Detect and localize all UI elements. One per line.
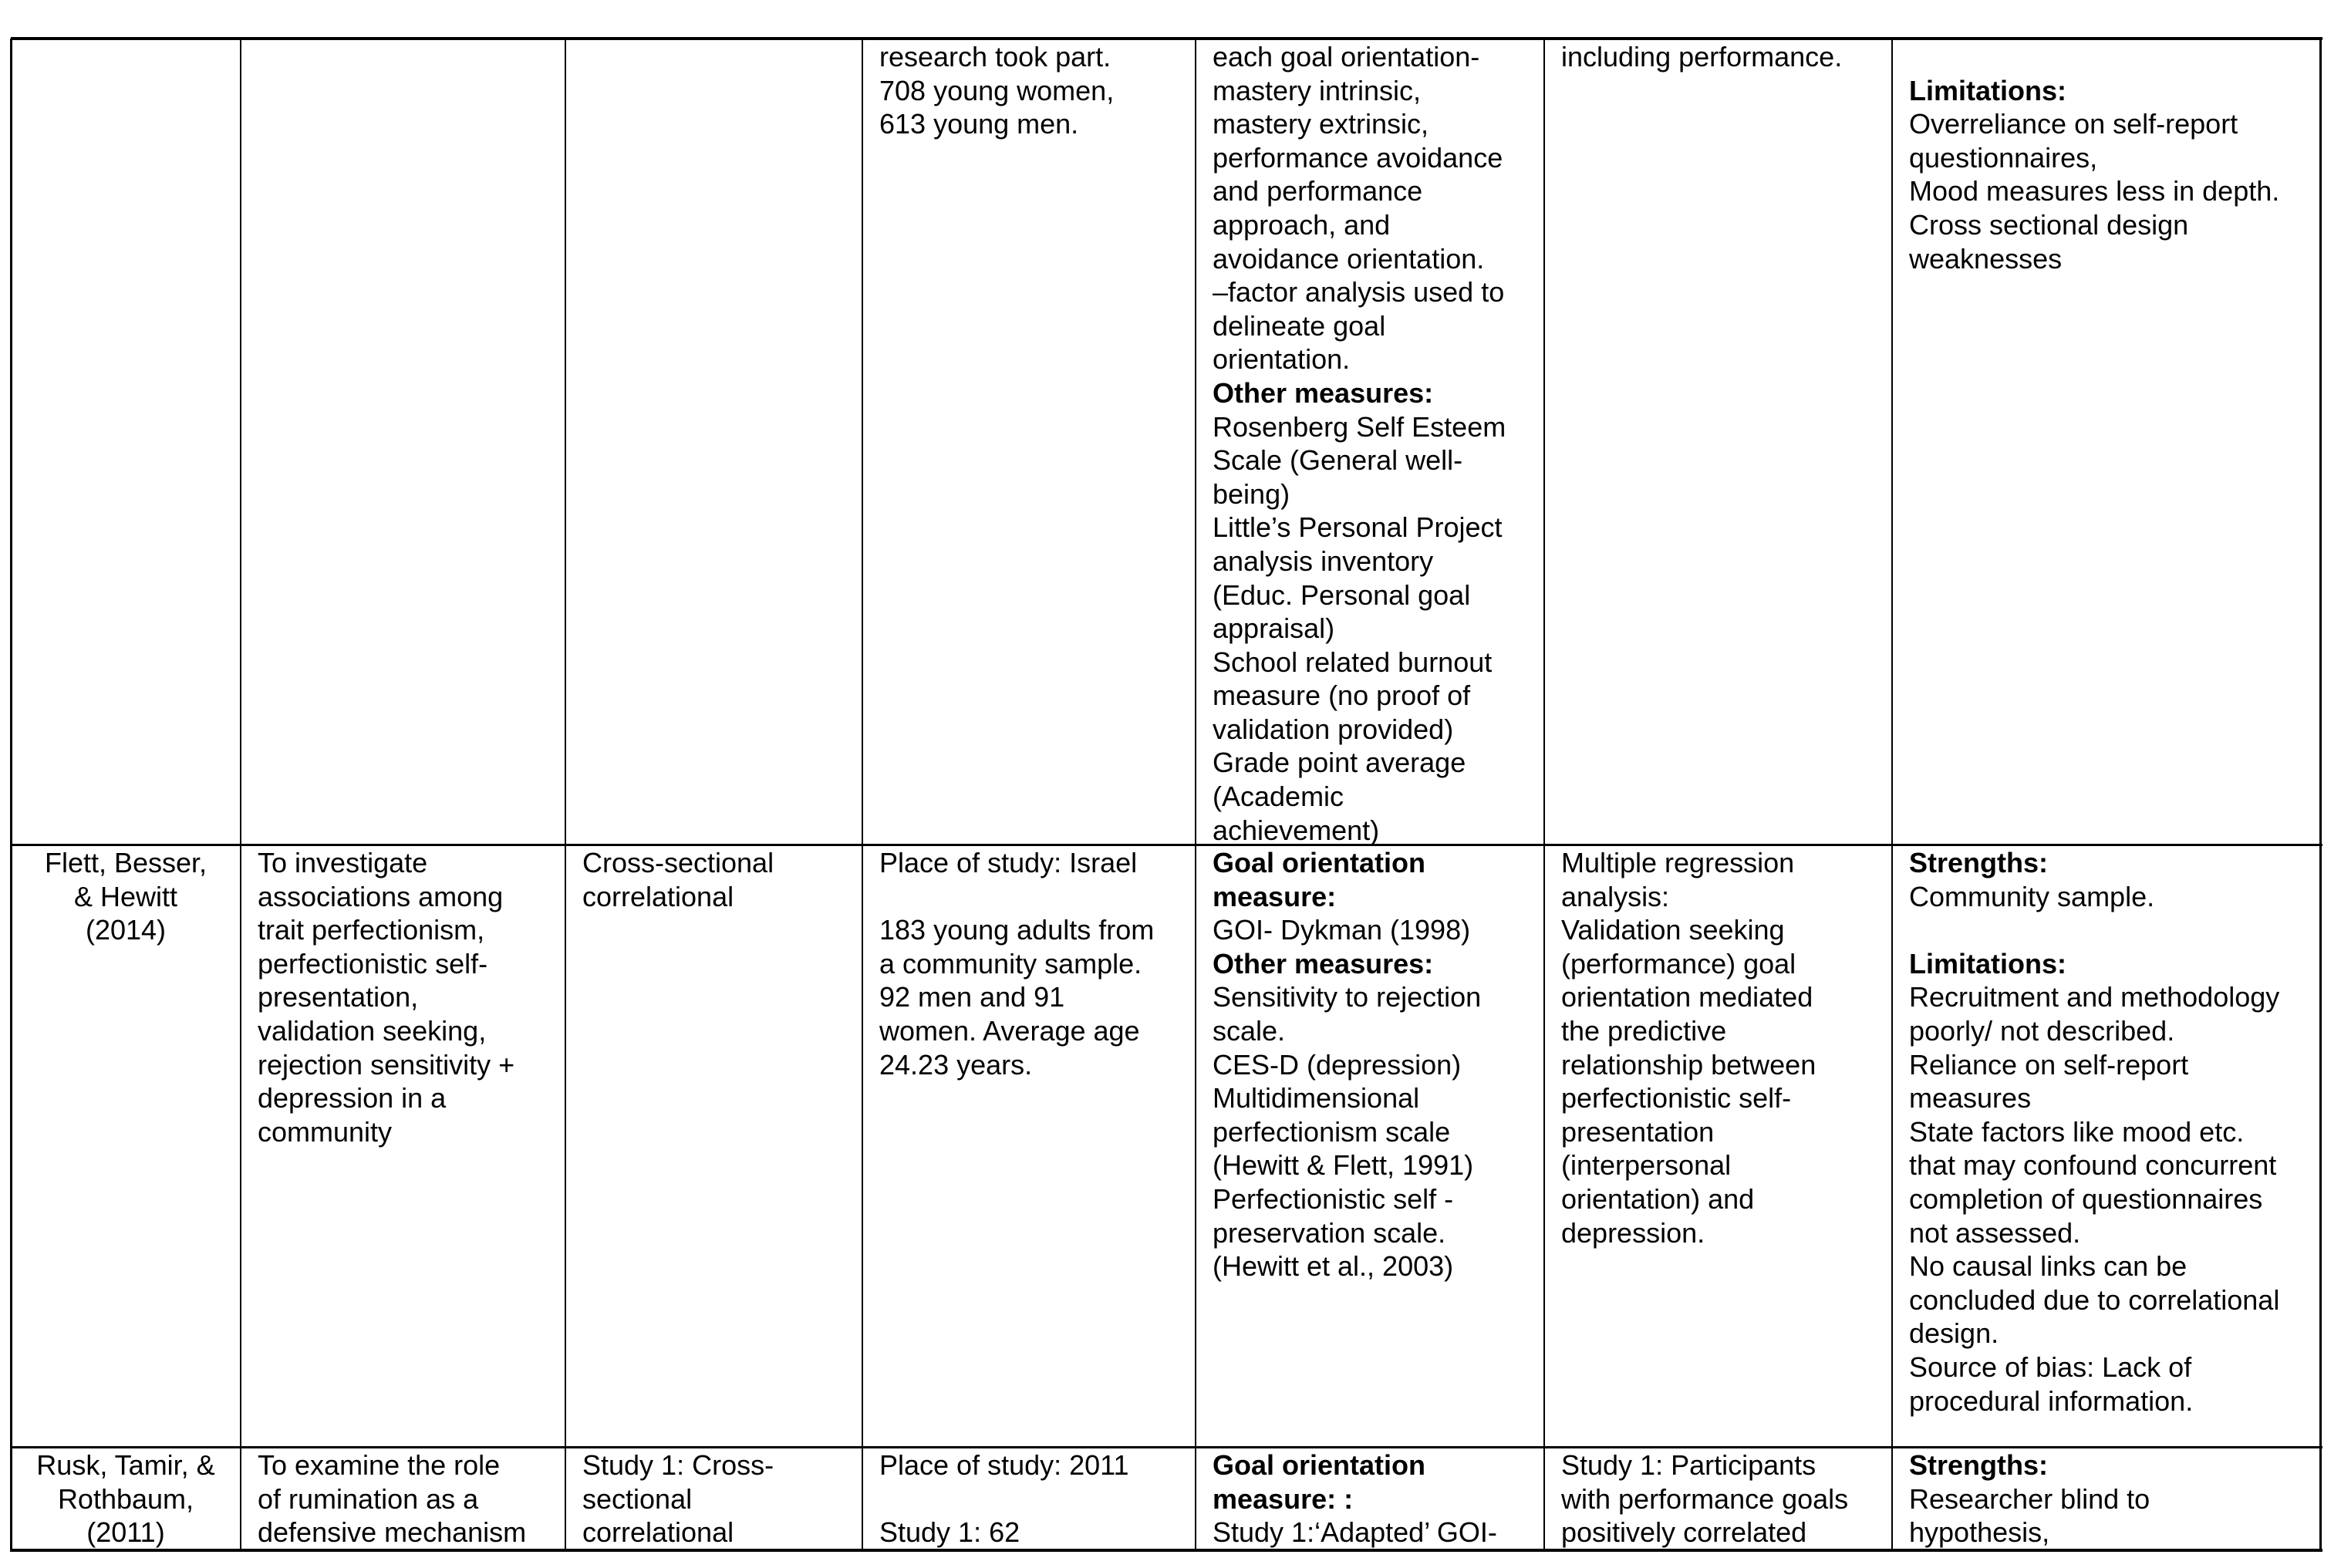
cell-text-line: Sensitivity to rejection (1213, 981, 1482, 1013)
cell-analysis (1561, 846, 1875, 1249)
cell-text-line: Place of study: Israel (879, 847, 1138, 878)
cell-quality (1909, 40, 2319, 275)
column-divider (1891, 39, 1893, 1552)
column-divider (565, 39, 566, 1552)
cell-text-line: depression. (1561, 1216, 1705, 1249)
cell-text-line: (Hewitt et al., 2003) (1213, 1250, 1454, 1283)
cell-measures (1213, 40, 1527, 847)
table-left-border (10, 39, 12, 1552)
cell-text-line: (performance) goal (1561, 947, 1796, 980)
cell-text-line: Community sample. (1909, 880, 2155, 912)
cell-text-line: correlational (582, 1516, 734, 1549)
cell-text-line: that may confound concurrent (1909, 1149, 2277, 1182)
cell-text-line (1909, 913, 2319, 947)
cell-text-line: approach, and (1213, 208, 1391, 241)
cell-text-line: appraisal) (1213, 612, 1335, 645)
cell-text-line: validation seeking, (258, 1014, 487, 1047)
cell-text-line: (2014) (85, 914, 167, 946)
cell-text-line: relationship between (1561, 1048, 1816, 1081)
cell-text-line: perfectionism scale (1213, 1115, 1451, 1148)
cell-heading: Strengths: (1909, 847, 2048, 878)
cell-text-line: achievement) (1213, 814, 1380, 846)
cell-heading: Goal orientation (1213, 1449, 1426, 1481)
cell-text-line: a community sample. (879, 947, 1142, 980)
cell-text-line: performance avoidance (1213, 141, 1503, 174)
cell-quality (1909, 846, 2319, 1418)
cell-text-line: hypothesis, (1909, 1516, 2050, 1549)
cell-text-line: Study 1:‘Adapted’ GOI- (1213, 1516, 1497, 1549)
cell-text-line: analysis: (1561, 880, 1670, 912)
cell-text-line: orientation mediated (1561, 981, 1813, 1013)
cell-text-line: perfectionistic self- (1561, 1082, 1792, 1114)
cell-text-line: Place of study: 2011 (879, 1449, 1129, 1481)
column-divider (1543, 39, 1545, 1552)
cell-text-line: weaknesses (1909, 242, 2063, 275)
cell-quality (1909, 1448, 2319, 1549)
cell-text-line (1909, 40, 2319, 74)
cell-text-line: orientation) and (1561, 1182, 1755, 1215)
table-right-border (2319, 39, 2322, 1552)
cell-text-line: Researcher blind to (1909, 1482, 2150, 1515)
cell-text-line: To examine the role (258, 1449, 501, 1481)
cell-text-line: Perfectionistic self - (1213, 1182, 1454, 1215)
cell-text-line: GOI- Dykman (1998) (1213, 914, 1471, 946)
cell-text-line: Rosenberg Self Esteem (1213, 410, 1506, 443)
cell-text-line: Study 1: 62 (879, 1516, 1020, 1549)
cell-text-line: scale. (1213, 1014, 1286, 1047)
cell-text-line: preservation scale. (1213, 1216, 1446, 1249)
cell-text-line: associations among (258, 880, 504, 912)
cell-text-line: procedural information. (1909, 1384, 2194, 1417)
cell-aim (258, 846, 548, 1148)
cell-text-line: To investigate (258, 847, 428, 878)
cell-design (582, 1448, 845, 1549)
cell-text-line: defensive mechanism (258, 1516, 527, 1549)
cell-text-line: Overreliance on self-report (1909, 108, 2238, 140)
column-divider (1195, 39, 1196, 1552)
cell-text-line: each goal orientation- (1213, 41, 1480, 72)
cell-text-line: 613 young men. (879, 108, 1079, 140)
cell-text-line: No causal links can be (1909, 1250, 2188, 1283)
cell-text-line: State factors like mood etc. (1909, 1115, 2245, 1148)
cell-text-line: Source of bias: Lack of (1909, 1351, 2192, 1383)
cell-text-line: depression in a (258, 1082, 447, 1114)
cell-text-line: of rumination as a (258, 1482, 479, 1515)
cell-text-line: Cross-sectional (582, 847, 774, 878)
cell-text-line: research took part. (879, 41, 1111, 72)
cell-text-line: concluded due to correlational (1909, 1283, 2280, 1316)
cell-text-line: –factor analysis used to (1213, 276, 1505, 309)
cell-text-line: Little’s Personal Project (1213, 511, 1503, 544)
cell-text-line: Study 1: Cross- (582, 1449, 774, 1481)
column-divider (862, 39, 863, 1552)
cell-text-line: not assessed. (1909, 1216, 2081, 1249)
cell-text-line: mastery extrinsic, (1213, 108, 1429, 140)
cell-text-line: Rusk, Tamir, & (36, 1449, 215, 1481)
cell-text-line: (2011) (86, 1516, 165, 1549)
cell-measures (1213, 1448, 1527, 1549)
cell-aim (258, 1448, 548, 1549)
cell-text-line: measures (1909, 1082, 2032, 1114)
cell-heading: Limitations: (1909, 947, 2066, 980)
cell-text-line: questionnaires, (1909, 141, 2098, 174)
cell-measures (1213, 846, 1527, 1283)
cell-text-line (879, 1482, 1179, 1516)
cell-text-line: including performance. (1561, 41, 1843, 72)
cell-heading: Limitations: (1909, 74, 2066, 106)
cell-text-line: Multiple regression (1561, 847, 1795, 878)
cell-text-line: orientation. (1213, 343, 1351, 376)
cell-text-line: (Academic (1213, 781, 1344, 813)
cell-text-line: being) (1213, 477, 1290, 510)
cell-text-line: with performance goals (1561, 1482, 1849, 1515)
cell-text-line: avoidance orientation. (1213, 242, 1485, 275)
cell-text-line: presentation, (258, 981, 419, 1013)
cell-text-line: measure (no proof of (1213, 679, 1471, 712)
cell-text-line: Multidimensional (1213, 1082, 1420, 1114)
cell-text-line: (interpersonal (1561, 1149, 1732, 1182)
cell-text-line: trait perfectionism, (258, 914, 485, 946)
cell-author (15, 1448, 236, 1549)
cell-analysis (1561, 1448, 1875, 1549)
cell-heading: Other measures: (1213, 376, 1434, 409)
cell-text-line: presentation (1561, 1115, 1715, 1148)
cell-text-line: poorly/ not described. (1909, 1014, 2175, 1047)
column-divider (240, 39, 241, 1552)
cell-text-line (879, 880, 1179, 914)
cell-text-line: 708 young women, (879, 74, 1115, 106)
cell-text-line: completion of questionnaires (1909, 1182, 2263, 1215)
cell-text-line: women. Average age (879, 1014, 1140, 1047)
cell-design (582, 846, 845, 913)
cell-text-line: analysis inventory (1213, 545, 1434, 577)
cell-text-line: Recruitment and methodology (1909, 981, 2280, 1013)
cell-text-line: (Educ. Personal goal (1213, 578, 1471, 611)
cell-text-line: & Hewitt (73, 880, 178, 912)
cell-text-line: Study 1: Participants (1561, 1449, 1816, 1481)
cell-text-line: Reliance on self-report (1909, 1048, 2189, 1081)
cell-text-line: positively correlated (1561, 1516, 1807, 1549)
cell-text-line: Mood measures less in depth. (1909, 175, 2280, 207)
cell-text-line: School related burnout (1213, 646, 1493, 678)
cell-text-line: design. (1909, 1317, 1999, 1350)
cell-sample (879, 1448, 1179, 1549)
cell-text-line: 92 men and 91 (879, 981, 1065, 1013)
cell-text-line: and performance (1213, 175, 1423, 207)
cell-text-line: 183 young adults from (879, 914, 1155, 946)
cell-heading: measure: (1213, 880, 1337, 912)
cell-sample (879, 846, 1179, 1081)
cell-heading: measure: : (1213, 1482, 1354, 1515)
cell-text-line: correlational (582, 880, 734, 912)
cell-text-line: Flett, Besser, (44, 847, 207, 878)
cell-heading: Other measures: (1213, 947, 1434, 980)
cell-text-line: validation provided) (1213, 713, 1454, 745)
cell-heading: Goal orientation (1213, 847, 1426, 878)
cell-text-line: the predictive (1561, 1014, 1727, 1047)
cell-text-line: CES-D (depression) (1213, 1048, 1462, 1081)
cell-heading: Strengths: (1909, 1449, 2048, 1481)
cell-text-line: Scale (General well- (1213, 444, 1463, 477)
cell-text-line: Validation seeking (1561, 914, 1785, 946)
cell-text-line: community (258, 1115, 393, 1148)
cell-text-line: Cross sectional design (1909, 208, 2189, 241)
cell-text-line: 24.23 years. (879, 1048, 1033, 1081)
cell-text-line: perfectionistic self- (258, 947, 488, 980)
cell-text-line: Grade point average (1213, 747, 1466, 779)
cell-sample (879, 40, 1179, 141)
cell-text-line: rejection sensitivity + (258, 1048, 515, 1081)
cell-text-line: sectional (582, 1482, 693, 1515)
cell-text-line: (Hewitt & Flett, 1991) (1213, 1149, 1474, 1182)
cell-analysis (1561, 40, 1875, 74)
cell-text-line: Rothbaum, (57, 1482, 194, 1515)
cell-author (15, 846, 236, 947)
cell-text-line: delineate goal (1213, 309, 1386, 342)
cell-text-line: mastery intrinsic, (1213, 74, 1422, 106)
